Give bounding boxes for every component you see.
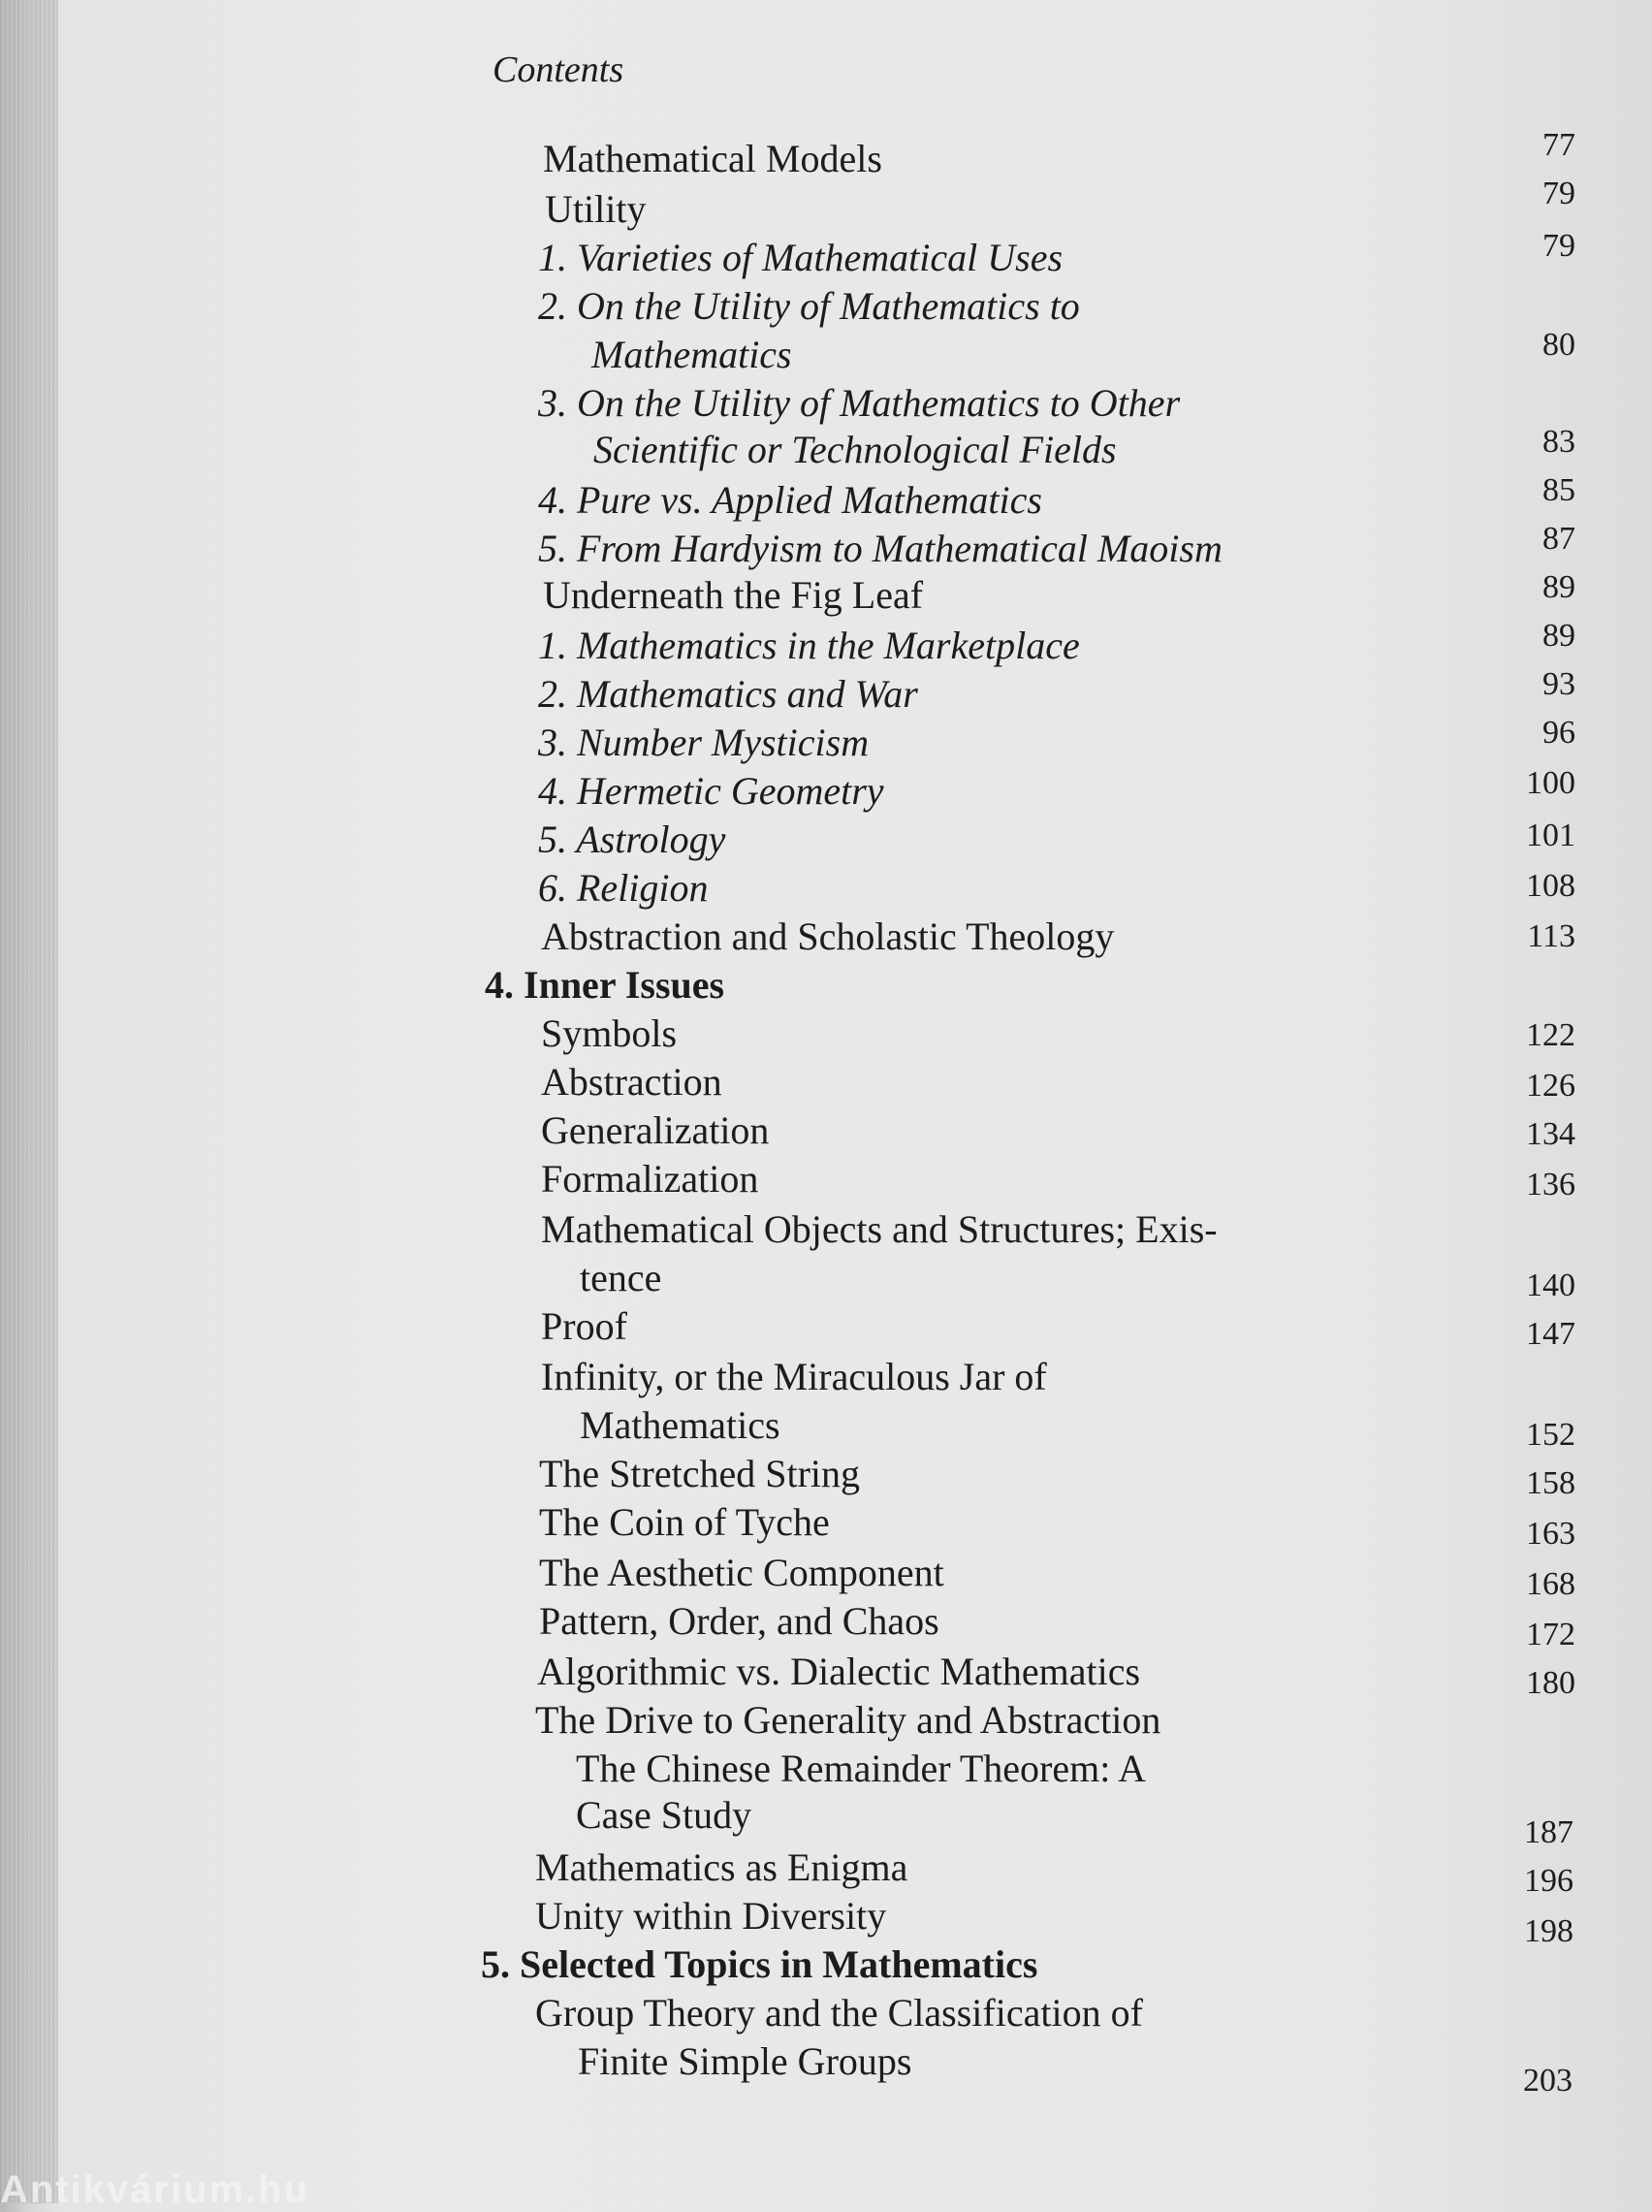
toc-entry: Abstraction and Scholastic Theology — [541, 914, 1115, 958]
toc-page-number: 122 — [1526, 1017, 1575, 1053]
toc-page-number: 96 — [1542, 715, 1575, 751]
toc-page-number: 108 — [1526, 868, 1575, 904]
toc-entry: The Coin of Tyche — [539, 1500, 830, 1544]
toc-page-number: 203 — [1523, 2063, 1573, 2099]
toc-entry: 6. Religion — [538, 866, 709, 910]
toc-entry: The Aesthetic Component — [539, 1551, 944, 1594]
toc-entry: Generalization — [541, 1108, 770, 1152]
toc-entry: Abstraction — [541, 1060, 722, 1104]
toc-page-number: 85 — [1542, 472, 1575, 508]
toc-page-number: 187 — [1524, 1814, 1573, 1850]
toc-entry: Scientific or Technological Fields — [593, 428, 1117, 471]
toc-entry: The Chinese Remainder Theorem: A — [576, 1747, 1146, 1790]
toc-entry: Underneath the Fig Leaf — [543, 573, 924, 617]
toc-page-number: 126 — [1526, 1068, 1575, 1104]
toc-entry: Utility — [545, 187, 647, 231]
toc-entry: Pattern, Order, and Chaos — [539, 1599, 939, 1643]
toc-chapter-heading: 5. Selected Topics in Mathematics — [481, 1942, 1038, 1986]
toc-page-number: 83 — [1542, 424, 1575, 460]
toc-page-number: 198 — [1524, 1913, 1573, 1949]
toc-entry: Group Theory and the Classification of — [535, 1991, 1143, 2035]
toc-entry: tence — [580, 1256, 662, 1299]
toc-entry: Mathematics — [591, 333, 792, 376]
toc-entry: Symbols — [541, 1011, 678, 1055]
toc-page-number: 87 — [1542, 521, 1575, 557]
toc-page-number: 152 — [1526, 1417, 1575, 1453]
toc-page-number: 100 — [1526, 765, 1575, 801]
toc-entry: Formalization — [541, 1157, 759, 1201]
toc-page-number: 101 — [1526, 817, 1575, 853]
toc-page-number: 89 — [1542, 618, 1575, 654]
running-header: Contents — [492, 49, 624, 90]
toc-page-number: 134 — [1526, 1116, 1575, 1152]
toc-page-number: 77 — [1542, 127, 1575, 163]
toc-page-number: 196 — [1524, 1863, 1573, 1899]
toc-entry: Proof — [541, 1304, 627, 1348]
toc-page-number: 172 — [1526, 1617, 1575, 1652]
toc-page-number: 93 — [1542, 666, 1575, 702]
toc-page-number: 158 — [1526, 1465, 1575, 1501]
toc-page-number: 136 — [1526, 1167, 1575, 1202]
toc-entry: Algorithmic vs. Dialectic Mathematics — [537, 1650, 1141, 1693]
toc-entry: Mathematical Objects and Structures; Exis- — [541, 1207, 1218, 1251]
toc-entry: Infinity, or the Miraculous Jar of — [541, 1355, 1047, 1398]
toc-entry: The Drive to Generality and Abstraction — [535, 1698, 1161, 1742]
toc-page-number: 168 — [1526, 1566, 1575, 1602]
toc-page-number: 89 — [1542, 569, 1575, 605]
toc-entry: Mathematics — [580, 1403, 780, 1447]
toc-page-number: 79 — [1542, 176, 1575, 211]
toc-entry: Unity within Diversity — [535, 1894, 887, 1938]
toc-entry: 5. From Hardyism to Mathematical Maoism — [538, 527, 1223, 570]
toc-entry: 5. Astrology — [538, 817, 726, 861]
toc-entry: 1. Mathematics in the Marketplace — [538, 624, 1080, 667]
toc-page-number: 147 — [1526, 1316, 1575, 1352]
toc-entry: 4. Hermetic Geometry — [538, 769, 884, 813]
toc-entry: 4. Pure vs. Applied Mathematics — [538, 478, 1042, 522]
toc-entry: The Stretched String — [539, 1452, 861, 1495]
toc-entry: 1. Varieties of Mathematical Uses — [538, 236, 1064, 279]
watermark: Antikvárium.hu — [0, 2168, 310, 2211]
toc-page-number: 140 — [1526, 1267, 1575, 1303]
toc-entry: 3. On the Utility of Mathematics to Other — [538, 381, 1181, 425]
toc-page-number: 163 — [1526, 1516, 1575, 1552]
toc-entry: 2. On the Utility of Mathematics to — [538, 284, 1080, 328]
toc-page-number: 80 — [1542, 327, 1575, 363]
toc-entry: 2. Mathematics and War — [538, 672, 918, 716]
toc-page-number: 180 — [1526, 1665, 1575, 1701]
toc-entry: Finite Simple Groups — [578, 2039, 912, 2083]
toc-entry: 3. Number Mysticism — [538, 721, 870, 764]
toc-chapter-heading: 4. Inner Issues — [485, 963, 725, 1007]
toc-page-number: 113 — [1527, 918, 1575, 954]
toc-entry: Mathematical Models — [543, 137, 882, 180]
toc-entry: Case Study — [576, 1793, 752, 1837]
toc-entry: Mathematics as Enigma — [535, 1845, 908, 1889]
toc-page-number: 79 — [1542, 228, 1575, 264]
